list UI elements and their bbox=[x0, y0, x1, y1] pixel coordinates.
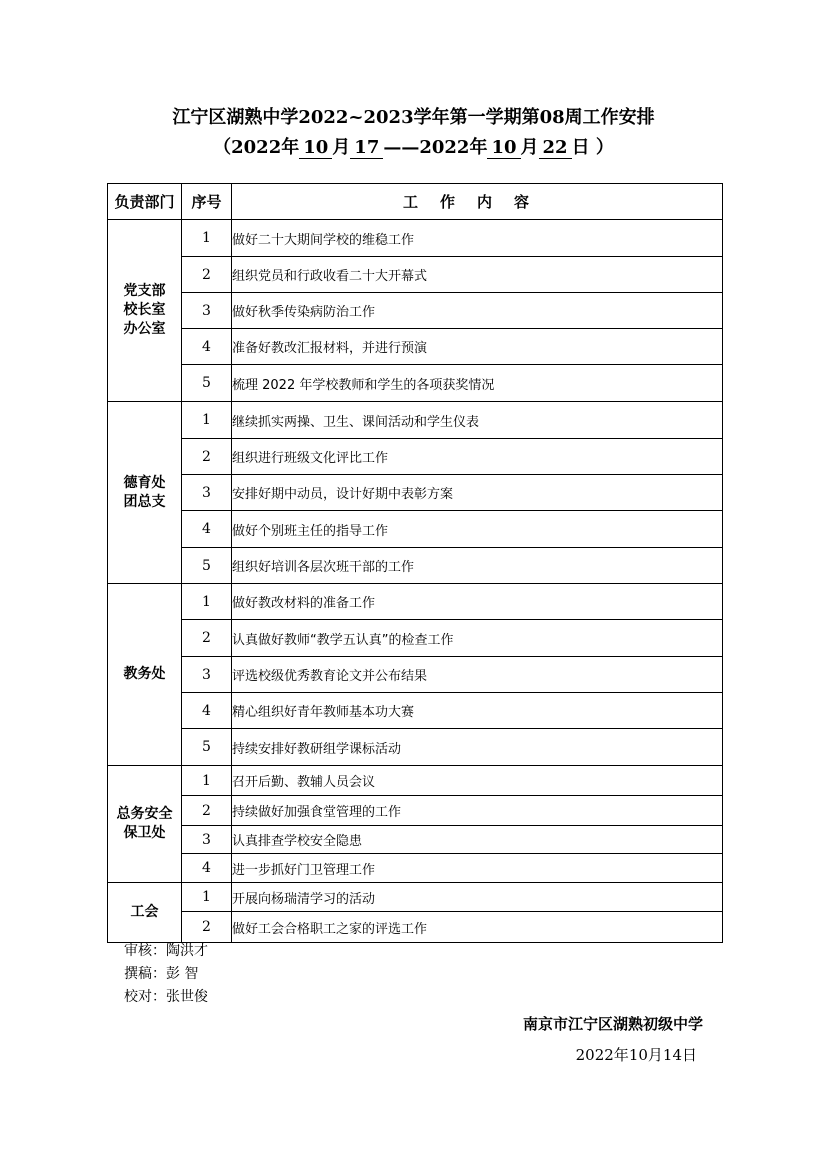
item-number: 1 bbox=[182, 584, 232, 620]
item-number: 4 bbox=[182, 329, 232, 365]
date-range bbox=[0, 136, 827, 160]
work-item-text: 梳理 2022 年学校教师和学生的各项获奖情况 bbox=[232, 365, 723, 402]
work-item-text: 做好个别班主任的指导工作 bbox=[232, 511, 723, 548]
item-number: 5 bbox=[182, 548, 232, 584]
item-number: 5 bbox=[182, 365, 232, 402]
issue-date: 2022年10月14日 bbox=[575, 1046, 697, 1064]
work-item-text: 做好二十大期间学校的维稳工作 bbox=[232, 220, 723, 257]
dept-name-line: 总务安全 bbox=[116, 806, 173, 822]
school-name: 南京市江宁区湖熟初级中学 bbox=[522, 1015, 703, 1033]
work-item-text: 组织好培训各层次班干部的工作 bbox=[232, 548, 723, 584]
end-day: 22 bbox=[539, 138, 572, 159]
table-row bbox=[108, 729, 723, 766]
table-row bbox=[108, 826, 723, 854]
item-number: 3 bbox=[182, 475, 232, 511]
month-label: 月 bbox=[520, 137, 539, 158]
table-row bbox=[108, 293, 723, 329]
work-item-text: 召开后勤、教辅人员会议 bbox=[232, 766, 723, 796]
table-row bbox=[108, 329, 723, 365]
work-item-text: 组织党员和行政收看二十大开幕式 bbox=[232, 257, 723, 293]
work-item-text: 准备好教改汇报材料，并进行预演 bbox=[232, 329, 723, 365]
dept-name-line: 办公室 bbox=[123, 321, 166, 337]
dept-cell bbox=[108, 220, 182, 402]
work-item-text: 认真排查学校安全隐患 bbox=[232, 826, 723, 854]
table-row bbox=[108, 796, 723, 826]
table-row bbox=[108, 257, 723, 293]
item-number: 5 bbox=[182, 729, 232, 766]
work-item-text: 持续做好加强食堂管理的工作 bbox=[232, 796, 723, 826]
dept-name-line: 党支部 bbox=[123, 283, 166, 299]
table-row bbox=[108, 402, 723, 439]
item-number: 2 bbox=[182, 796, 232, 826]
page-title: 江宁区湖熟中学2022~2023学年第一学期第08周工作安排 bbox=[172, 107, 655, 128]
item-number: 3 bbox=[182, 826, 232, 854]
dept-name-line: 工会 bbox=[130, 904, 159, 920]
work-item-text: 认真做好教师“教学五认真”的检查工作 bbox=[232, 620, 723, 657]
dept-name-line: 团总支 bbox=[123, 493, 166, 510]
item-number: 3 bbox=[182, 657, 232, 693]
table-header-row bbox=[108, 184, 723, 220]
dept-name-line: 保卫处 bbox=[123, 825, 166, 841]
start-day: 17 bbox=[350, 138, 383, 159]
header-dept: 负责部门 bbox=[108, 184, 182, 220]
item-number: 2 bbox=[182, 257, 232, 293]
table-row bbox=[108, 854, 723, 883]
table-row bbox=[108, 439, 723, 475]
start-month: 10 bbox=[299, 138, 332, 159]
table-row bbox=[108, 548, 723, 584]
work-item-text: 评选校级优秀教育论文并公布结果 bbox=[232, 657, 723, 693]
work-item-text: 继续抓实两操、卫生、课间活动和学生仪表 bbox=[232, 402, 723, 439]
date-range-close: 日 ） bbox=[571, 137, 614, 158]
work-item-text: 做好秋季传染病防治工作 bbox=[232, 293, 723, 329]
table-row bbox=[108, 912, 723, 943]
work-item-text: 精心组织好青年教师基本功大赛 bbox=[232, 693, 723, 729]
item-number: 1 bbox=[182, 220, 232, 257]
item-number: 2 bbox=[182, 912, 232, 943]
work-item-text: 开展向杨瑞清学习的活动 bbox=[232, 883, 723, 912]
table-row bbox=[108, 883, 723, 912]
work-item-text: 进一步抓好门卫管理工作 bbox=[232, 854, 723, 883]
dept-name-line: 校长室 bbox=[123, 302, 166, 318]
item-number: 2 bbox=[182, 620, 232, 657]
item-number: 1 bbox=[182, 402, 232, 439]
item-number: 4 bbox=[182, 854, 232, 883]
table-row bbox=[108, 657, 723, 693]
table-row bbox=[108, 475, 723, 511]
header-num: 序号 bbox=[182, 184, 232, 220]
table-row bbox=[108, 620, 723, 657]
work-item-text: 安排好期中动员，设计好期中表彰方案 bbox=[232, 475, 723, 511]
work-item-text: 做好教改材料的准备工作 bbox=[232, 584, 723, 620]
dept-cell bbox=[108, 766, 182, 883]
dept-cell bbox=[108, 883, 182, 943]
table-row bbox=[108, 220, 723, 257]
date-range-dash: ——2022年 bbox=[383, 137, 488, 158]
item-number: 1 bbox=[182, 766, 232, 796]
dept-cell bbox=[108, 584, 182, 766]
table-row bbox=[108, 584, 723, 620]
dept-name-line: 德育处 bbox=[123, 474, 166, 491]
proofreader-line: 校对：张世俊 bbox=[124, 989, 208, 1005]
reviewer-line: 审核：陶洪才 bbox=[124, 943, 208, 959]
item-number: 2 bbox=[182, 439, 232, 475]
table-row bbox=[108, 511, 723, 548]
writer-line: 撰稿：彭 智 bbox=[124, 966, 199, 982]
dept-name-line: 教务处 bbox=[123, 666, 166, 682]
month-label: 月 bbox=[332, 137, 351, 158]
work-item-text: 持续安排好教研组学课标活动 bbox=[232, 729, 723, 766]
item-number: 4 bbox=[182, 511, 232, 548]
item-number: 4 bbox=[182, 693, 232, 729]
work-item-text: 组织进行班级文化评比工作 bbox=[232, 439, 723, 475]
date-range-open: （2022年 bbox=[213, 137, 300, 158]
dept-cell bbox=[108, 402, 182, 584]
item-number: 1 bbox=[182, 883, 232, 912]
table-row bbox=[108, 365, 723, 402]
end-month: 10 bbox=[487, 138, 520, 159]
work-item-text: 做好工会合格职工之家的评选工作 bbox=[232, 912, 723, 943]
header-content: 工作内容 bbox=[232, 184, 723, 220]
work-plan-table bbox=[107, 183, 723, 943]
table-row bbox=[108, 766, 723, 796]
item-number: 3 bbox=[182, 293, 232, 329]
table-row bbox=[108, 693, 723, 729]
